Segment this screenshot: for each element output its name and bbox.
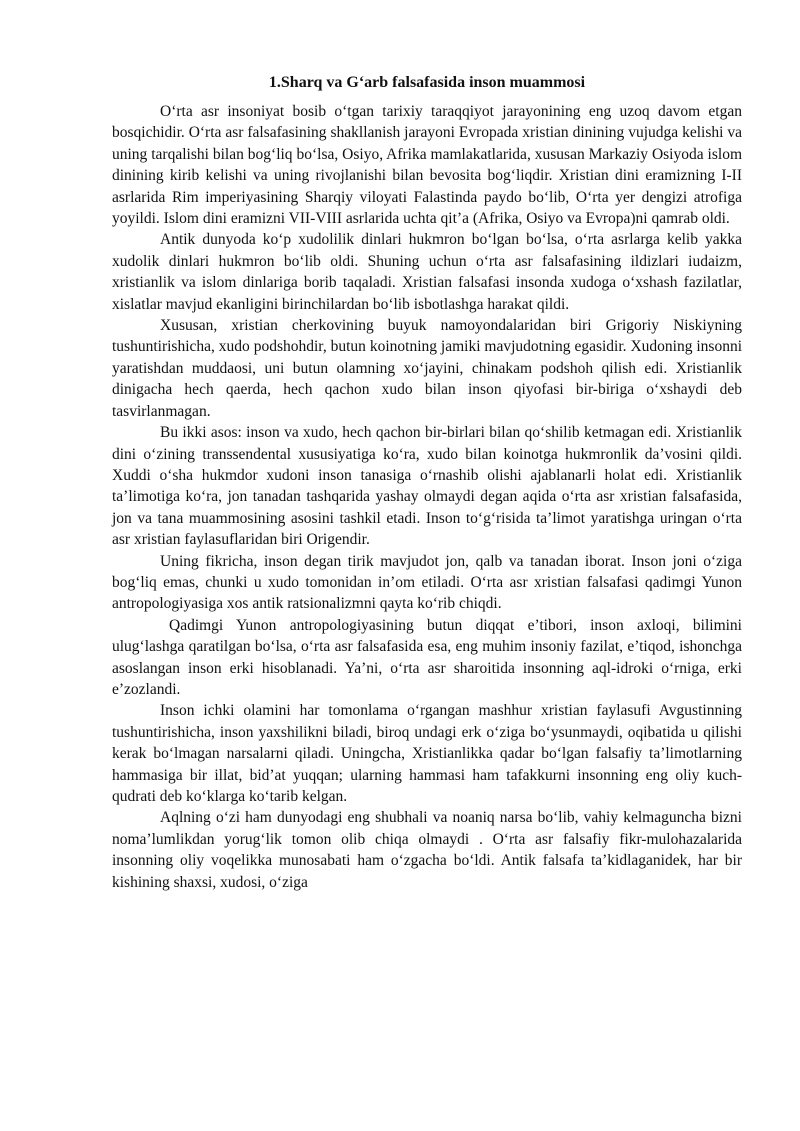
paragraph-8: Aqlning o‘zi ham dunyodagi eng shubhali va noaniq narsa bo‘lib, vahiy kelmaguncha bizni noma’lumlikdan yorug‘lik tomon olib chiqa olmaydi . O‘rta asr falsafiy fikr-mulohazalarida insonning oliy voqelikka munosabati ham o‘zgacha bo‘ldi. Antik falsafa ta’kidlaganidek, har bir kishining shaxsi, xudosi, o‘ziga [112,809,742,891]
paragraph-2: Antik dunyoda ko‘p xudolilik dinlari hukmron bo‘lgan bo‘lsa, o‘rta asrlarga kelib yakka xudolik dinlari hukmron bo‘lib oldi. Shuning uchun o‘rta asr falsafasining ildizlari iudaizm, xristianlik va islom dinlariga borib taqaladi. Xristian falsafasi insonda xudoga o‘xshash fazilatlar, xislatlar mavjud ekanligini birinchilardan bo‘lib isbotlashga harakat qildi. [112,231,742,313]
paragraph-7: Inson ichki olamini har tomonlama o‘rgangan mashhur xristian faylasufi Avgustinning tushuntirishicha, inson yaxshilikni biladi, biroq undagi erk o‘ziga bo‘ysunmaydi, oqibatida u qilishi kerak bo‘lmagan narsalarni qiladi. Uningcha, Xristianlikka qadar bo‘lgan falsafiy ta’limotlarning hammasiga bir illat, bid’at yuqqan; ularning hammasi ham tafakkurni insonning eng oliy kuch-qudrati deb ko‘klarga ko‘tarib kelgan. [112,702,742,805]
paragraph-1: O‘rta asr insoniyat bosib o‘tgan tarixiy taraqqiyot jarayonining eng uzoq davom etgan bosqichidir. O‘rta asr falsafasining shakllanish jarayoni Evropada xristian dinining vujudga kelishi va uning tarqalishi bilan bog‘liq bo‘lsa, Osiyo, Afrika mamlakatlarida, xususan Markaziy Osiyoda islom dinining kirib kelishi va uning rivojlanishi bilan bevosita bog‘liqdir. Xristian dini eramizning I-II asrlarida Rim imperiyasining Sharqiy viloyati Falastinda paydo bo‘lib, O‘rta yer dengizi atrofiga yoyildi. Islom dini eramizni VII-VIII asrlarida uchta qit’a (Afrika, Osiyo va Evropa)ni qamrab oldi. [112,103,742,228]
paragraph-4: Bu ikki asos: inson va xudo, hech qachon bir-birlari bilan qo‘shilib ketmagan edi. Xristianlik dini o‘zining transsendental xususiyatiga ko‘ra, xudo bilan koinotga hukmronlik da’vosini qildi. Xuddi o‘sha hukmdor xudoni inson tanasiga o‘rnashib olishi ajablanarli holat edi. Xristianlik ta’limotiga ko‘ra, jon tanadan tashqarida yashay olmaydi degan aqida o‘rta asr xristian falsafasida, jon va tana muammosining asosini tashkil etadi. Inson to‘g‘risida ta’limot yaratishga uringan o‘rta asr xristian faylasuflaridan biri Origendir. [112,424,742,549]
paragraph-3: Xususan, xristian cherkovining buyuk namoyondalaridan biri Grigoriy Niskiyning tushuntirishicha, xudo podshohdir, butun koinotning jamiki mavjudotning egasidir. Xudoning insonni yaratishdan muddaosi, uni butun olamning xo‘jayini, chinakam podshoh qilish edi. Xristianlik dinigacha hech qaerda, hech qachon xudo bilan inson qiyofasi bir-biriga o‘xshaydi deb tasvirlanmagan. [112,317,742,420]
paragraph-5: Uning fikricha, inson degan tirik mavjudot jon, qalb va tanadan iborat. Inson joni o‘ziga bog‘liq emas, chunki u xudo tomonidan in’om etiladi. O‘rta asr xristian falsafasi qadimgi Yunon antropologiyasiga xos antik ratsionalizmni qayta ko‘rib chiqdi. [112,552,742,613]
document-title: 1.Sharq va G‘arb falsafasida inson muammosi [268,74,586,91]
paragraph-6: Qadimgi Yunon antropologiyasining butun diqqat e’tibori, inson axloqi, bilimini ulug‘lashga qaratilgan bo‘lsa, o‘rta asr falsafasida esa, eng muhim insoniy fazilat, e’tiqod, ishonchga asoslangan inson erki hisoblanadi. Ya’ni, o‘rta asr sharoitida insonning aql-idroki o‘rniga, erki e’zozlandi. [112,616,742,698]
document-page [112,72,742,893]
